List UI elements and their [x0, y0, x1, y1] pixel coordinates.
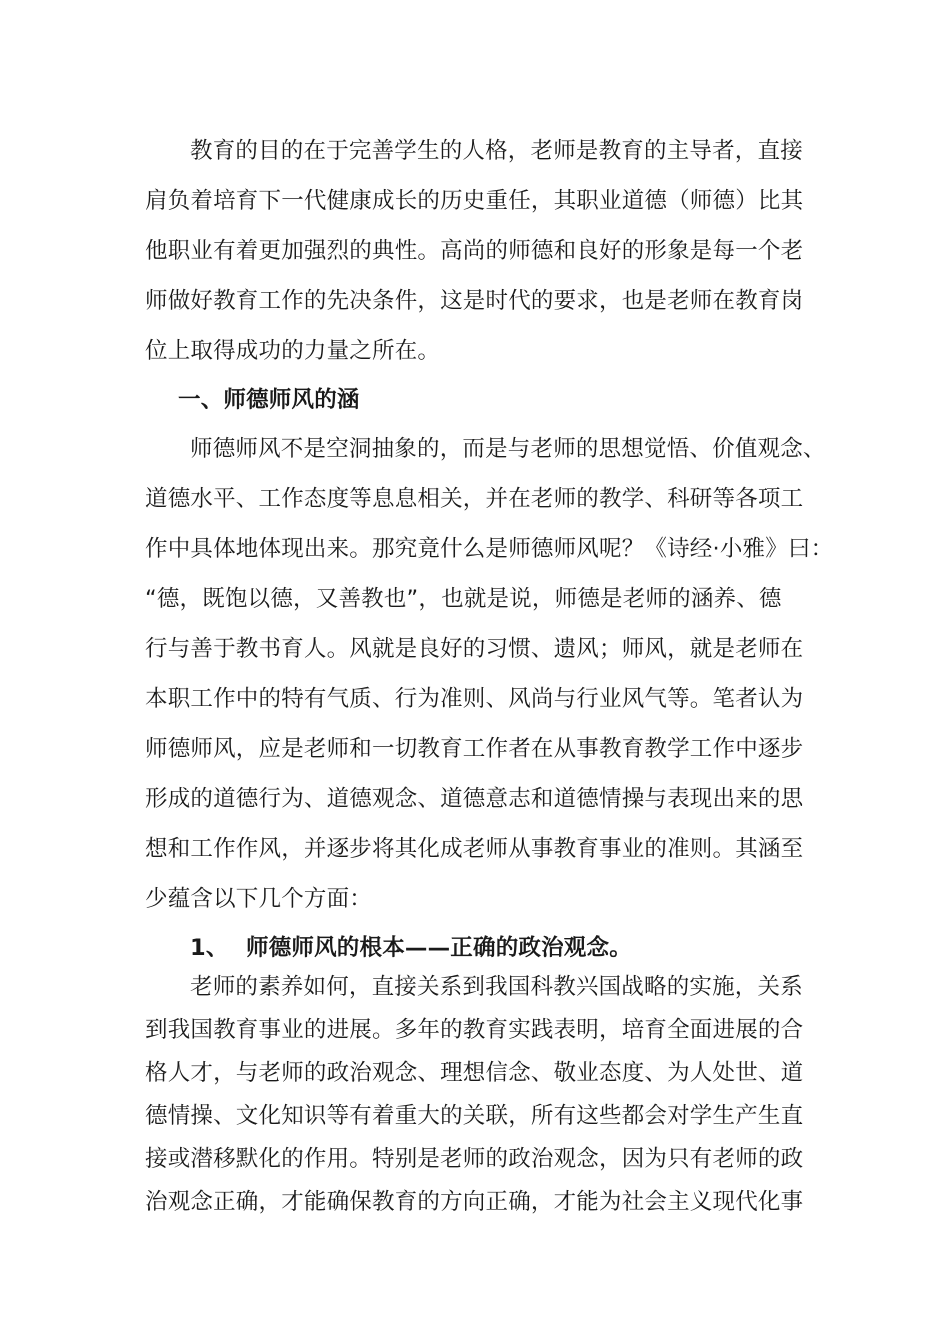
subsection-title: 师德师风的根本——正确的政治观念。: [246, 935, 632, 961]
paragraph-line: 师做好教育工作的先决条件，这是时代的要求，也是老师在教育岗: [145, 288, 804, 314]
paragraph-line: 师德师风不是空洞抽象的，而是与老师的思想觉悟、价值观念、: [190, 436, 826, 462]
paragraph-line: 治观念正确，才能确保教育的方向正确，才能为社会主义现代化事: [145, 1189, 804, 1215]
paragraph-line: 到我国教育事业的进展。多年的教育实践表明，培育全面进展的合: [145, 1017, 804, 1043]
paragraph-line: 作中具体地体现出来。那究竟什么是师德师风呢？《诗经·小雅》曰：: [145, 536, 834, 562]
paragraph-line: 德情操、文化知识等有着重大的关联，所有这些都会对学生产生直: [145, 1103, 804, 1129]
paragraph-line: 行与善于教书育人。风就是良好的习惯、遗风；师风，就是老师在: [145, 636, 804, 662]
paragraph-line: 位上取得成功的力量之所在。: [145, 338, 441, 364]
paragraph-line: 少蕴含以下几个方面：: [145, 886, 373, 912]
paragraph-line: 他职业有着更加强烈的典性。高尚的师德和良好的形象是每一个老: [145, 238, 804, 264]
paragraph-line: “德，既饱以德，又善教也”，也就是说，师德是老师的涵养、德: [145, 586, 782, 612]
subsection-heading: [190, 933, 632, 963]
paragraph-line: 道德水平、工作态度等息息相关，并在老师的教学、科研等各项工: [145, 486, 804, 512]
section-heading: 一、师德师风的涵: [178, 387, 360, 413]
paragraph-line: 老师的素养如何，直接关系到我国科教兴国战略的实施，关系: [190, 974, 803, 1000]
paragraph-line: 肩负着培育下一代健康成长的历史重任，其职业道德（师德）比其: [145, 188, 804, 214]
paragraph-line: 本职工作中的特有气质、行为准则、风尚与行业风气等。笔者认为: [145, 686, 804, 712]
paragraph-line: 格人才，与老师的政治观念、理想信念、敬业态度、为人处世、道: [145, 1060, 804, 1086]
subsection-number: 1、: [190, 935, 229, 961]
paragraph-line: 想和工作作风，并逐步将其化成老师从事教育事业的准则。其涵至: [145, 836, 804, 862]
paragraph-line: 师德师风，应是老师和一切教育工作者在从事教育教学工作中逐步: [145, 736, 804, 762]
paragraph-line: 教育的目的在于完善学生的人格，老师是教育的主导者，直接: [190, 138, 803, 164]
paragraph-line: 形成的道德行为、道德观念、道德意志和道德情操与表现出来的思: [145, 786, 804, 812]
paragraph-line: 接或潜移默化的作用。特别是老师的政治观念，因为只有老师的政: [145, 1146, 804, 1172]
